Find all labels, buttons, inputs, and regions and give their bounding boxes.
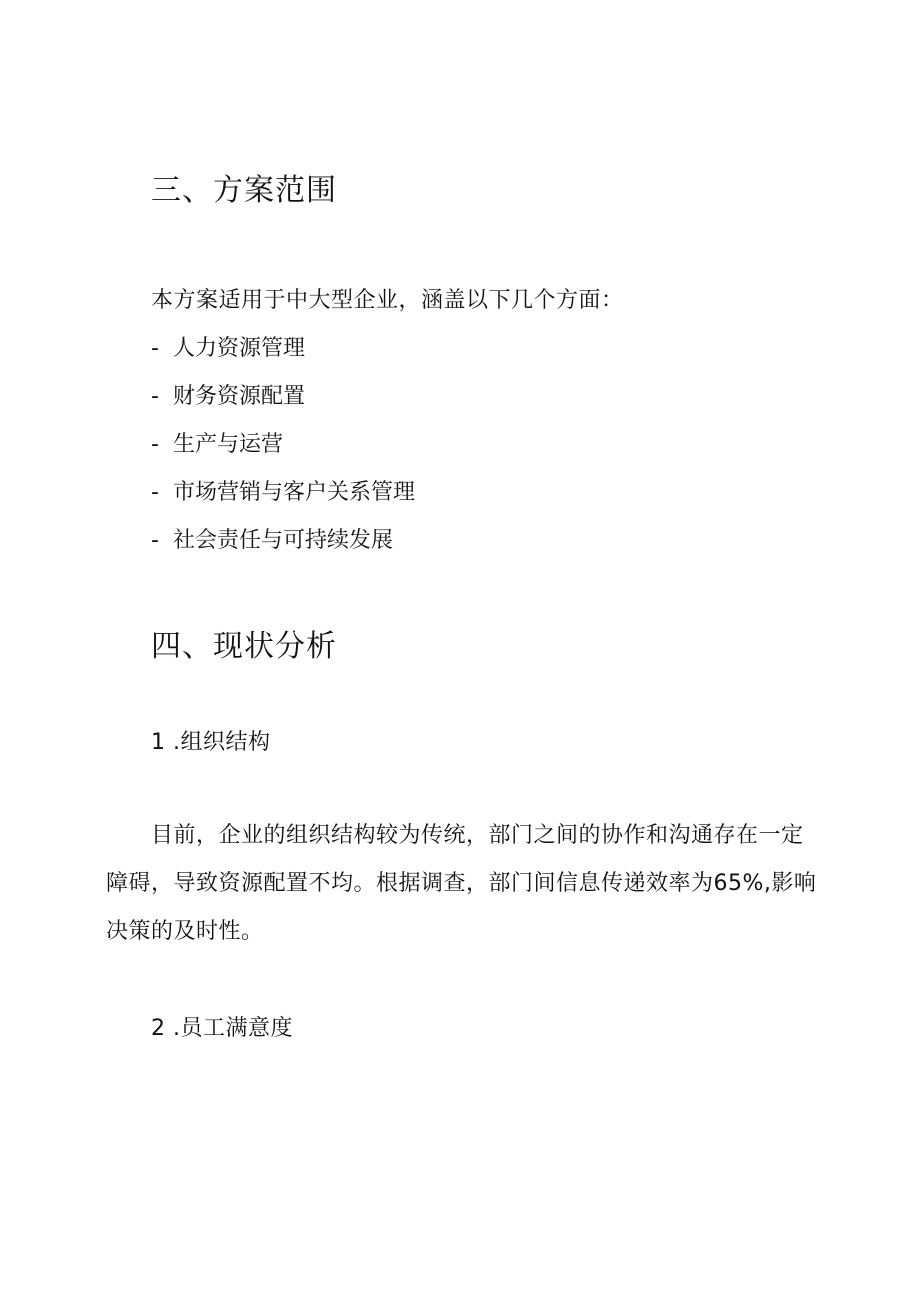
subsection-1-paragraph	[106, 812, 823, 956]
list-item	[151, 338, 305, 360]
list-item	[151, 386, 305, 408]
list-item-text: 财务资源配置	[173, 384, 306, 409]
list-item	[151, 530, 393, 552]
list-item	[151, 434, 283, 456]
section-3-heading: 三、方案范围	[151, 173, 337, 208]
list-item-text: 社会责任与可持续发展	[173, 528, 394, 553]
paragraph-line: 障碍，导致资源配置不均。根据调查，部门间信息传递效率为65%,影响	[106, 871, 817, 896]
subsection-1-title: 1 .组织结构	[151, 730, 271, 755]
list-item-text: 生产与运营	[173, 432, 284, 457]
list-dash: -	[151, 336, 159, 361]
section-4-heading: 四、现状分析	[151, 629, 337, 664]
paragraph-line: 决策的及时性。	[106, 919, 264, 944]
section-3-intro: 本方案适用于中大型企业，涵盖以下几个方面：	[151, 288, 624, 313]
list-dash: -	[151, 480, 159, 505]
list-item	[151, 482, 415, 504]
list-dash: -	[151, 384, 159, 409]
subsection-2-title: 2 .员工满意度	[151, 1016, 293, 1041]
paragraph-line: 目前，企业的组织结构较为传统，部门之间的协作和沟通存在一定	[151, 823, 804, 848]
list-dash: -	[151, 432, 159, 457]
list-dash: -	[151, 528, 159, 553]
list-item-text: 人力资源管理	[173, 336, 306, 361]
list-item-text: 市场营销与客户关系管理	[173, 480, 416, 505]
